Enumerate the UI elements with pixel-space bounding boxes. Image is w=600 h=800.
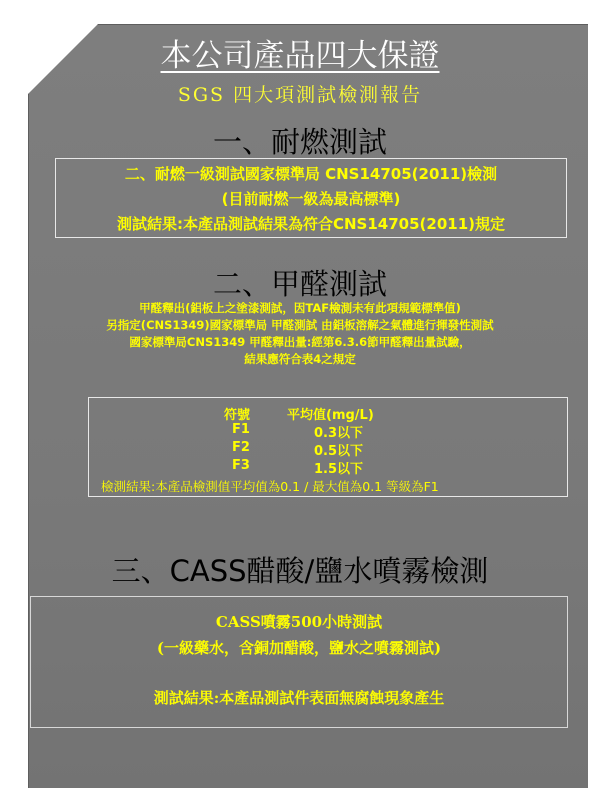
table-row-value: 0.3以下 <box>314 426 364 441</box>
section2-line-1: 甲醛釋出(鋁板上之塗漆測試，因TAF檢測未有此項規範標準值) <box>139 301 461 315</box>
section2-line-3: 國家標準局CNS1349 甲醛釋出量:經第6.3.6節甲醛釋出量試驗， <box>129 335 471 349</box>
table-header-code: 符號 <box>224 408 251 423</box>
table-row-code: F2 <box>232 440 250 455</box>
section3-line-2: (一級藥水，含銅加醋酸，鹽水之噴霧測試) <box>156 639 442 657</box>
section3-heading: 三、CASS醋酸/鹽水噴霧檢測 <box>111 554 489 588</box>
formaldehyde-table-box <box>88 397 568 497</box>
section3-line-3: 測試結果:本產品測試件表面無腐蝕現象產生 <box>153 689 445 707</box>
section1-line-2: (目前耐燃一級為最高標準) <box>221 190 401 208</box>
table-row-value: 1.5以下 <box>314 462 364 477</box>
table-row-code: F1 <box>232 422 250 437</box>
section1-box <box>55 158 567 238</box>
table-header-value: 平均值(mg/L) <box>287 408 374 423</box>
page-title: 本公司產品四大保證 <box>160 38 440 74</box>
section2-heading: 二、甲醛測試 <box>212 267 387 301</box>
section1-line-1: 二、耐燃一級測試國家標準局 CNS14705(2011)檢測 <box>124 165 498 183</box>
section1-heading: 一、耐燃測試 <box>212 125 387 159</box>
section3-line-1: CASS噴霧500小時測試 <box>215 613 383 631</box>
table-row-value: 0.5以下 <box>314 444 364 459</box>
table-result: 檢測結果:本產品檢測值平均值為0.1 / 最大值為0.1 等級為F1 <box>101 479 439 494</box>
section2-line-4: 結果應符合表4之規定 <box>244 352 356 366</box>
section2-line-2: 另指定(CNS1349)國家標準局 甲醛測試 由鋁板溶解之氣體進行揮發性測試 <box>106 318 494 332</box>
section2-description <box>0 300 600 368</box>
section1-line-3: 測試結果:本產品測試結果為符合CNS14705(2011)規定 <box>116 215 505 233</box>
page-subtitle: SGS 四大項測試檢測報告 <box>177 84 423 106</box>
section3-box <box>30 596 568 728</box>
table-row-code: F3 <box>232 458 250 473</box>
